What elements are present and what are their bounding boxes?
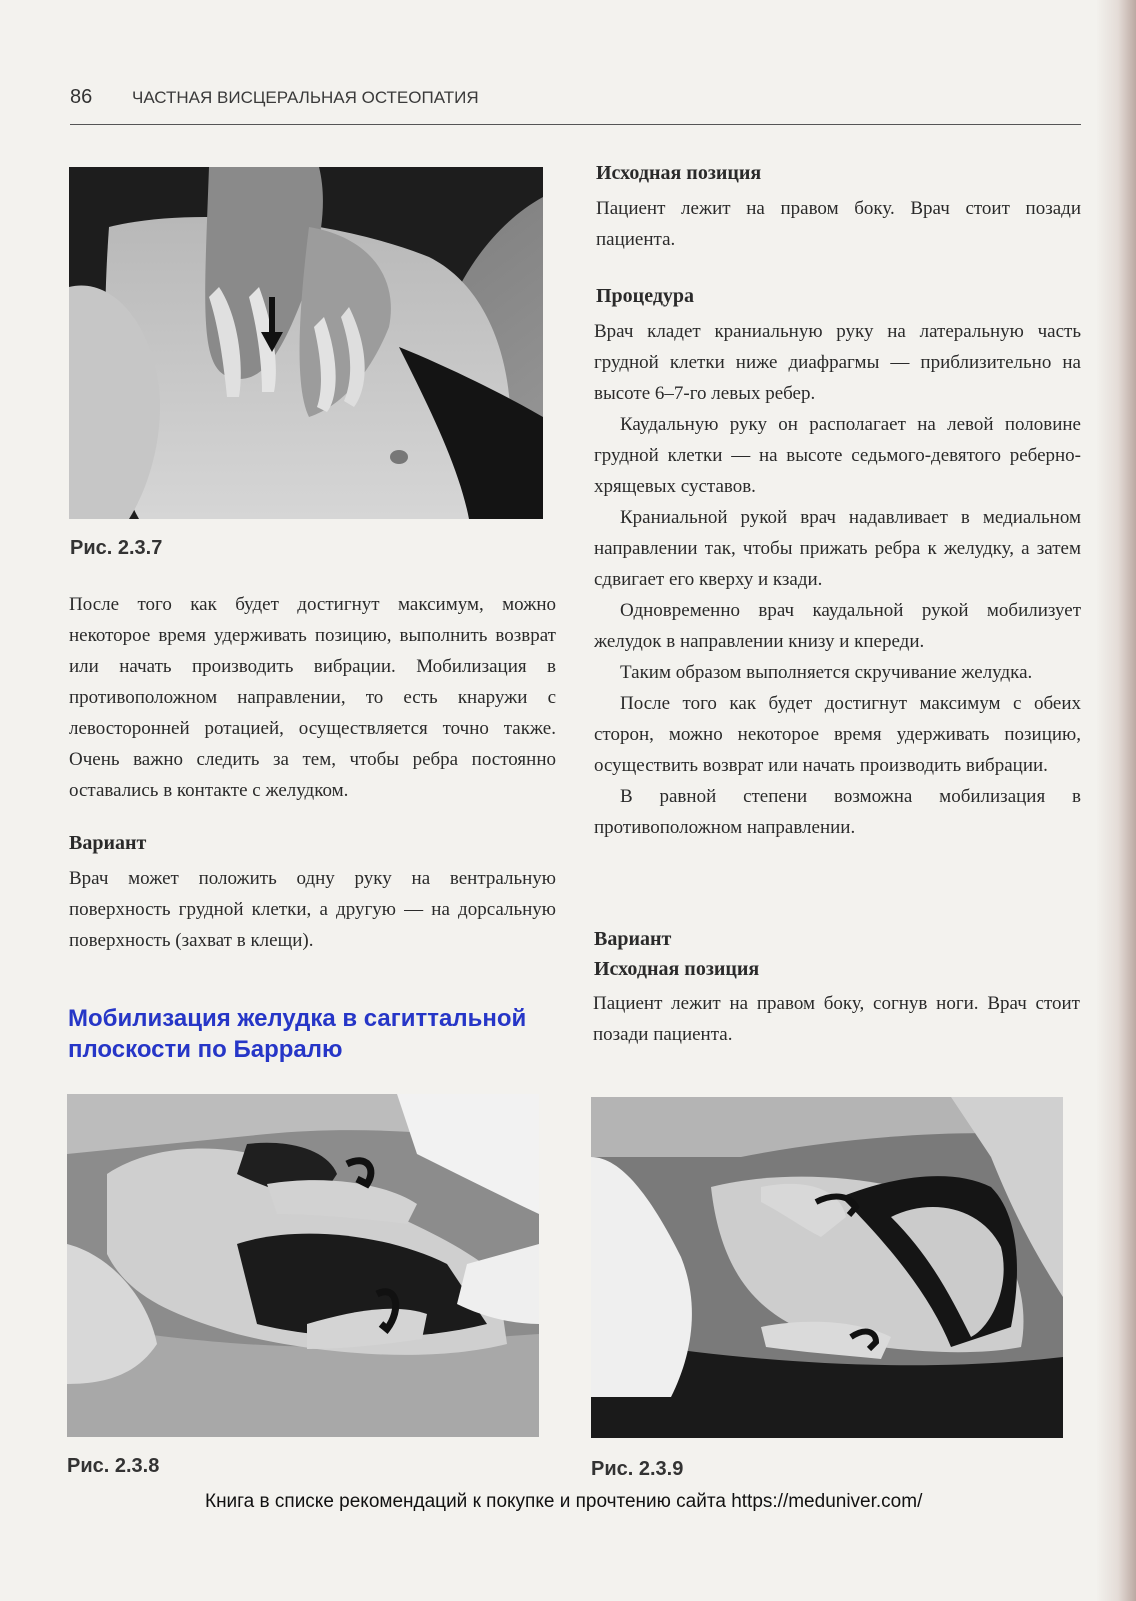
header-rule	[70, 124, 1081, 125]
left-paragraph-1: После того как будет достигнут максимум, можно некоторое время удерживать позицию, выполнить возврат или начать производить вибрации. Мобилизация в противоположном направлении, то есть кнаружи с левосторонней ротацией, осуществляется точно также. Очень важно следить за тем, чтобы ребра постоянно оставались в контакте с желудком.	[69, 594, 556, 801]
procedure-paragraph: После того как будет достигнут максимум с обеих сторон, можно некоторое время удерживать позицию, осуществить возврат или начать производить вибрации.	[594, 693, 1081, 776]
right-variant-heading: Вариант	[594, 928, 672, 950]
left-variant-heading: Вариант	[69, 832, 147, 854]
page-edge-shadow	[1096, 0, 1136, 1601]
running-title: ЧАСТНАЯ ВИСЦЕРАЛЬНАЯ ОСТЕОПАТИЯ	[132, 88, 479, 107]
procedure-paragraph: Краниальной рукой врач надавливает в медиальном направлении так, чтобы прижать ребра к желудку, а затем сдвигает его кверху и кзади.	[594, 507, 1081, 590]
photo-fig-2-3-9	[591, 1097, 1063, 1438]
section-heading-sagittal-mobilization: Мобилизация желудка в сагиттальной плоскости по Барралю	[68, 1005, 527, 1063]
photo-fig-2-3-8	[67, 1094, 539, 1437]
procedure-paragraph: В равной степени возможна мобилизация в противоположном направлении.	[594, 786, 1081, 838]
procedure-paragraph: Каудальную руку он располагает на левой половине грудной клетки — на высоте седьмого-девятого реберно-хрящевых суставов.	[594, 414, 1081, 497]
procedure-heading: Процедура	[596, 285, 695, 307]
right-start-text: Пациент лежит на правом боку. Врач стоит позади пациента.	[596, 198, 1081, 250]
left-variant-text: Врач может положить одну руку на вентральную поверхность грудной клетки, а другую — на дорсальную поверхность (захват в клещи).	[69, 868, 556, 951]
photo-fig-2-3-7	[69, 167, 543, 519]
procedure-paragraph: Одновременно врач каудальной рукой мобилизует желудок в направлении книзу и кпереди.	[594, 600, 1081, 652]
procedure-text	[594, 316, 1081, 843]
procedure-paragraph: Врач кладет краниальную руку на латеральную часть грудной клетки ниже диафрагмы — приблизительно на высоте 6–7-го левых ребер.	[594, 321, 1081, 404]
figure-caption-2-3-7: Рис. 2.3.7	[70, 537, 163, 559]
footer-note: Книга в списке рекомендаций к покупке и прочтению сайта https://meduniver.com/	[205, 1491, 923, 1512]
figure-caption-2-3-9: Рис. 2.3.9	[591, 1458, 684, 1480]
page-number: 86	[70, 86, 93, 108]
right-variant-start-heading: Исходная позиция	[594, 958, 760, 980]
procedure-paragraph: Таким образом выполняется скручивание желудка.	[620, 662, 1033, 683]
figure-caption-2-3-8: Рис. 2.3.8	[67, 1455, 160, 1477]
right-start-heading: Исходная позиция	[596, 162, 762, 184]
right-variant-start-text: Пациент лежит на правом боку, согнув ноги. Врач стоит позади пациента.	[593, 993, 1080, 1045]
